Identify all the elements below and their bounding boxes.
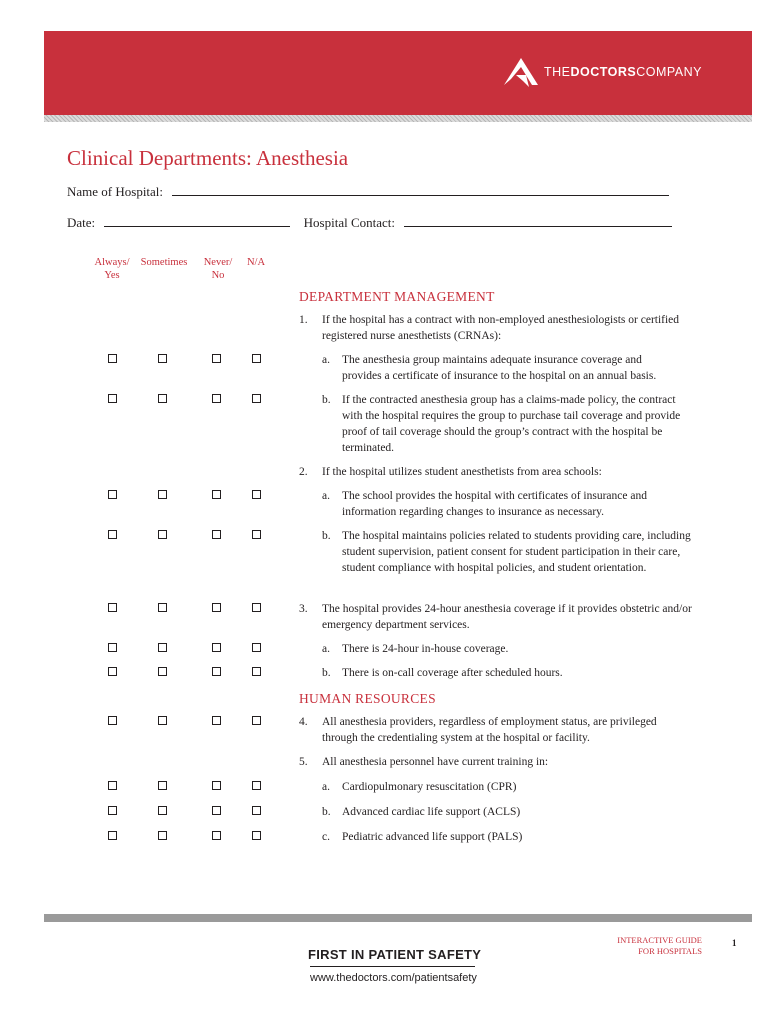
column-sometimes: Sometimes xyxy=(140,257,188,268)
footer-rule xyxy=(310,966,475,967)
checkbox-3b-always[interactable] xyxy=(108,667,117,676)
checkbox-3a-never[interactable] xyxy=(212,643,221,652)
hospital-name-row xyxy=(67,183,669,200)
checkbox-3a-sometimes[interactable] xyxy=(158,643,167,652)
column-always-yes: Always/ Yes xyxy=(94,257,130,281)
checkbox-5c-na[interactable] xyxy=(252,831,261,840)
checkbox-5c-always[interactable] xyxy=(108,831,117,840)
checkbox-3-never[interactable] xyxy=(212,603,221,612)
checkbox-2b-always[interactable] xyxy=(108,530,117,539)
checkbox-5c-sometimes[interactable] xyxy=(158,831,167,840)
checkbox-1a-always[interactable] xyxy=(108,354,117,363)
checkbox-5b-sometimes[interactable] xyxy=(158,806,167,815)
checkbox-4-sometimes[interactable] xyxy=(158,716,167,725)
section-department-management: DEPARTMENT MANAGEMENT xyxy=(299,289,495,304)
column-never-no: Never/ No xyxy=(203,257,233,281)
checkbox-2a-sometimes[interactable] xyxy=(158,490,167,499)
checkbox-3-sometimes[interactable] xyxy=(158,603,167,612)
header-banner xyxy=(44,31,752,115)
checkbox-4-always[interactable] xyxy=(108,716,117,725)
checkbox-4-na[interactable] xyxy=(252,716,261,725)
checkbox-2a-na[interactable] xyxy=(252,490,261,499)
checkbox-2b-never[interactable] xyxy=(212,530,221,539)
page-number: 1 xyxy=(732,938,737,948)
date-label: Date: xyxy=(67,215,96,230)
checkbox-5a-always[interactable] xyxy=(108,781,117,790)
section-human-resources: HUMAN RESOURCES xyxy=(299,691,436,706)
checkbox-3b-na[interactable] xyxy=(252,667,261,676)
checkbox-5b-always[interactable] xyxy=(108,806,117,815)
page-title: Clinical Departments: Anesthesia xyxy=(67,146,349,170)
checkbox-3b-never[interactable] xyxy=(212,667,221,676)
checkbox-5a-sometimes[interactable] xyxy=(158,781,167,790)
checkbox-1a-na[interactable] xyxy=(252,354,261,363)
checkbox-3a-always[interactable] xyxy=(108,643,117,652)
doctors-company-logo-icon xyxy=(502,55,540,89)
checkbox-2b-sometimes[interactable] xyxy=(158,530,167,539)
interactive-guide-label: INTERACTIVE GUIDE FOR HOSPITALS xyxy=(617,935,702,956)
hospital-contact-field[interactable] xyxy=(404,214,672,227)
checkbox-5a-never[interactable] xyxy=(212,781,221,790)
checkbox-2a-always[interactable] xyxy=(108,490,117,499)
footer-url-link[interactable]: www.thedoctors.com/patientsafety xyxy=(310,972,477,984)
checkbox-3-always[interactable] xyxy=(108,603,117,612)
checkbox-5a-na[interactable] xyxy=(252,781,261,790)
column-na: N/A xyxy=(246,257,266,268)
checkbox-3b-sometimes[interactable] xyxy=(158,667,167,676)
company-logo xyxy=(502,55,702,89)
hospital-name-field[interactable] xyxy=(172,183,669,196)
checkbox-1a-sometimes[interactable] xyxy=(158,354,167,363)
checkbox-1b-sometimes[interactable] xyxy=(158,394,167,403)
checkbox-2b-na[interactable] xyxy=(252,530,261,539)
checkbox-1b-na[interactable] xyxy=(252,394,261,403)
checkbox-1a-never[interactable] xyxy=(212,354,221,363)
checkbox-1b-always[interactable] xyxy=(108,394,117,403)
checkbox-2a-never[interactable] xyxy=(212,490,221,499)
date-contact-row xyxy=(67,214,672,231)
checkbox-5c-never[interactable] xyxy=(212,831,221,840)
footer-tagline: FIRST IN PATIENT SAFETY xyxy=(308,947,482,962)
checkbox-5b-never[interactable] xyxy=(212,806,221,815)
date-field[interactable] xyxy=(104,214,290,227)
checkbox-5b-na[interactable] xyxy=(252,806,261,815)
checkbox-3a-na[interactable] xyxy=(252,643,261,652)
hospital-name-label: Name of Hospital: xyxy=(67,184,164,199)
checkbox-1b-never[interactable] xyxy=(212,394,221,403)
company-name: THEDOCTORSCOMPANY xyxy=(543,65,702,79)
header-hatch-divider xyxy=(44,115,752,122)
checkbox-4-never[interactable] xyxy=(212,716,221,725)
hospital-contact-label: Hospital Contact: xyxy=(303,215,396,230)
checkbox-3-na[interactable] xyxy=(252,603,261,612)
footer-divider xyxy=(44,914,752,922)
